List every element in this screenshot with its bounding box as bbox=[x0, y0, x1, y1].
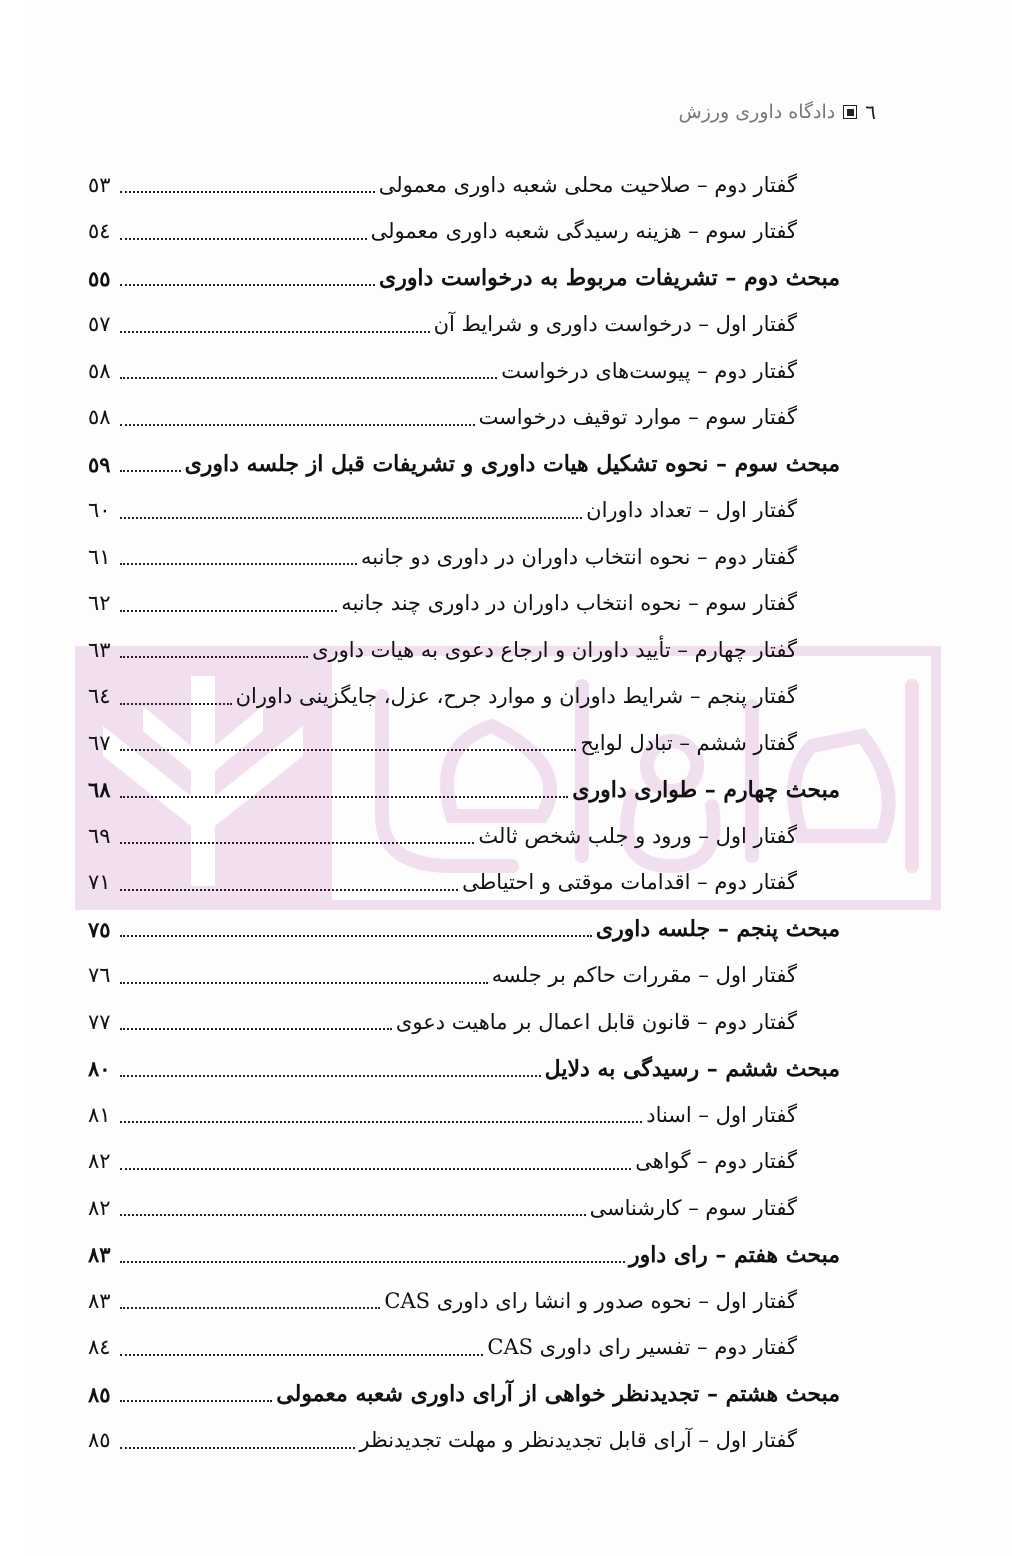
toc-section-heading[interactable] bbox=[88, 1046, 840, 1093]
toc-entry-title: مبحث دوم – تشریفات مربوط به درخواست داوری bbox=[378, 265, 840, 292]
dot-leader bbox=[120, 1354, 483, 1356]
toc-entry-page: ٦٧ bbox=[88, 730, 111, 755]
table-of-contents bbox=[88, 162, 840, 1464]
toc-entry-page: ٨٢ bbox=[88, 1149, 111, 1174]
toc-entry-page: ٧٦ bbox=[88, 963, 111, 988]
dot-leader bbox=[120, 703, 232, 705]
toc-entry-page: ٦٩ bbox=[88, 823, 111, 848]
dot-leader bbox=[120, 982, 488, 984]
toc-section-heading[interactable] bbox=[88, 255, 840, 302]
toc-entry-page: ٨١ bbox=[88, 1102, 111, 1127]
toc-entry-title: گفتار اول – مقررات حاکم بر جلسه bbox=[491, 963, 797, 988]
toc-entry[interactable] bbox=[88, 1278, 840, 1325]
toc-entry-title: گفتار اول – ورود و جلب شخص ثالث bbox=[478, 823, 797, 848]
toc-entry-title: گفتار دوم – قانون قابل اعمال بر ماهیت دعوی bbox=[395, 1009, 797, 1034]
toc-entry-page: ٥٨ bbox=[88, 358, 111, 383]
toc-entry[interactable] bbox=[88, 1325, 840, 1372]
toc-entry-page: ٥٨ bbox=[88, 405, 111, 430]
toc-entry-page: ٨٣ bbox=[88, 1288, 111, 1313]
dot-leader bbox=[120, 1168, 631, 1170]
toc-entry-title: گفتار سوم – موارد توقیف درخواست bbox=[478, 405, 797, 430]
toc-entry-page: ٨٥ bbox=[88, 1428, 111, 1453]
toc-entry-title: گفتار سوم – نحوه انتخاب داوران در داوری چند جانبه bbox=[341, 591, 797, 616]
toc-section-heading[interactable] bbox=[88, 441, 840, 488]
toc-entry[interactable] bbox=[88, 302, 840, 349]
toc-entry[interactable] bbox=[88, 348, 840, 395]
toc-entry-title: مبحث هفتم – رای داور bbox=[629, 1241, 840, 1268]
dot-leader bbox=[120, 1214, 586, 1216]
toc-entry-title: مبحث پنجم – جلسه داوری bbox=[595, 916, 840, 943]
toc-entry[interactable] bbox=[88, 627, 840, 674]
toc-entry-page: ٥٥ bbox=[88, 265, 111, 291]
toc-entry[interactable] bbox=[88, 999, 840, 1046]
toc-entry-page: ٨٤ bbox=[88, 1335, 111, 1360]
toc-entry-page: ٧٧ bbox=[88, 1009, 111, 1034]
dot-leader bbox=[120, 1028, 392, 1030]
toc-entry-title: گفتار دوم – گواهی bbox=[635, 1149, 797, 1174]
toc-entry-title: گفتار اول – آرای قابل تجدیدنظر و مهلت تجدیدنظر bbox=[359, 1428, 797, 1453]
toc-entry-title: مبحث هشتم – تجدیدنظر خواهی از آرای داوری شعبه معمولی bbox=[276, 1381, 840, 1408]
toc-entry-page: ٦٨ bbox=[88, 777, 111, 803]
toc-entry[interactable] bbox=[88, 209, 840, 256]
dot-leader bbox=[120, 563, 357, 565]
toc-entry-page: ٦٣ bbox=[88, 637, 111, 662]
toc-entry[interactable] bbox=[88, 488, 840, 535]
toc-entry-page: ٥٤ bbox=[88, 219, 111, 244]
book-title: دادگاه داوری ورزش bbox=[678, 101, 836, 123]
toc-entry-page: ٥٧ bbox=[88, 312, 111, 337]
toc-entry[interactable] bbox=[88, 395, 840, 442]
dot-leader bbox=[120, 610, 337, 612]
toc-section-heading[interactable] bbox=[88, 1371, 840, 1418]
toc-entry-title: گفتار سوم – هزینه رسیدگی شعبه داوری معمولی bbox=[370, 219, 797, 244]
toc-entry-page: ٦٢ bbox=[88, 591, 111, 616]
toc-entry-title: گفتار اول – نحوه صدور و انشا رای داوری CAS bbox=[384, 1288, 797, 1313]
dot-leader bbox=[120, 517, 582, 519]
dot-leader bbox=[120, 1075, 541, 1077]
toc-entry-title: گفتار اول – اسناد bbox=[646, 1102, 797, 1127]
dot-leader bbox=[120, 842, 474, 844]
toc-entry-page: ٦٤ bbox=[88, 684, 111, 709]
toc-entry-page: ٨٣ bbox=[88, 1242, 111, 1268]
dot-leader bbox=[120, 1400, 272, 1402]
toc-entry-title: گفتار اول – تعداد داوران bbox=[586, 498, 797, 523]
toc-entry-title: گفتار دوم – پیوست‌های درخواست bbox=[501, 358, 797, 383]
toc-entry-page: ٧٥ bbox=[88, 916, 111, 942]
toc-entry[interactable] bbox=[88, 581, 840, 628]
toc-entry-title: گفتار دوم – تفسیر رای داوری CAS bbox=[487, 1335, 797, 1360]
toc-entry-page: ٨٠ bbox=[88, 1056, 111, 1082]
page-number: ٦ bbox=[865, 100, 876, 124]
toc-entry-page: ٦٠ bbox=[88, 498, 111, 523]
toc-entry[interactable] bbox=[88, 162, 840, 209]
dot-leader bbox=[120, 1307, 380, 1309]
toc-entry-title: گفتار پنجم – شرایط داوران و موارد جرح، عزل، جایگزینی داوران bbox=[235, 684, 797, 709]
dot-leader bbox=[120, 331, 430, 333]
toc-entry-page: ٧١ bbox=[88, 870, 111, 895]
dot-leader bbox=[120, 1261, 625, 1263]
dot-leader bbox=[120, 889, 458, 891]
dot-leader bbox=[120, 656, 308, 658]
toc-entry-page: ٨٢ bbox=[88, 1195, 111, 1220]
dot-leader bbox=[120, 1447, 355, 1449]
toc-entry-title: گفتار دوم – اقدامات موقتی و احتیاطی bbox=[462, 870, 797, 895]
toc-entry-title: گفتار سوم – کارشناسی bbox=[589, 1195, 797, 1220]
dot-leader bbox=[120, 470, 181, 472]
dot-leader bbox=[120, 935, 592, 937]
toc-entry-page: ٦١ bbox=[88, 544, 111, 569]
toc-entry[interactable] bbox=[88, 1418, 840, 1465]
toc-entry[interactable] bbox=[88, 674, 840, 721]
dot-leader bbox=[120, 424, 475, 426]
toc-entry-page: ٥٩ bbox=[88, 451, 111, 477]
dot-leader bbox=[120, 377, 497, 379]
toc-entry[interactable] bbox=[88, 813, 840, 860]
toc-entry-title: گفتار ششم – تبادل لوایح bbox=[580, 730, 797, 755]
boxed-square-icon bbox=[843, 105, 857, 119]
toc-entry-title: گفتار اول – درخواست داوری و شرایط آن bbox=[433, 312, 797, 337]
toc-entry[interactable] bbox=[88, 1139, 840, 1186]
dot-leader bbox=[120, 191, 375, 193]
toc-entry[interactable] bbox=[88, 720, 840, 767]
toc-entry-title: گفتار دوم – نحوه انتخاب داوران در داوری دو جانبه bbox=[361, 544, 797, 569]
toc-entry-title: مبحث ششم – رسیدگی به دلایل bbox=[544, 1055, 840, 1082]
toc-entry[interactable] bbox=[88, 534, 840, 581]
toc-section-heading[interactable] bbox=[88, 906, 840, 953]
dot-leader bbox=[120, 238, 367, 240]
toc-entry-title: مبحث سوم – نحوه تشکیل هیات داوری و تشریفات قبل از جلسه داوری bbox=[184, 451, 840, 478]
toc-entry-page: ٨٥ bbox=[88, 1381, 111, 1407]
dot-leader bbox=[120, 796, 568, 798]
toc-entry-title: گفتار چهارم – تأیید داوران و ارجاع دعوی به هیات داوری bbox=[312, 637, 797, 662]
running-header bbox=[679, 100, 877, 124]
toc-entry[interactable] bbox=[88, 860, 840, 907]
toc-section-heading[interactable] bbox=[88, 1232, 840, 1279]
toc-section-heading[interactable] bbox=[88, 767, 840, 814]
toc-entry[interactable] bbox=[88, 1092, 840, 1139]
toc-entry[interactable] bbox=[88, 1185, 840, 1232]
dot-leader bbox=[120, 284, 375, 286]
toc-entry-page: ٥٣ bbox=[88, 172, 111, 197]
toc-entry-title: گفتار دوم – صلاحیت محلی شعبه داوری معمولی bbox=[378, 172, 797, 197]
toc-entry[interactable] bbox=[88, 953, 840, 1000]
dot-leader bbox=[120, 749, 576, 751]
dot-leader bbox=[120, 1121, 642, 1123]
toc-entry-title: مبحث چهارم – طواری داوری bbox=[572, 776, 840, 803]
